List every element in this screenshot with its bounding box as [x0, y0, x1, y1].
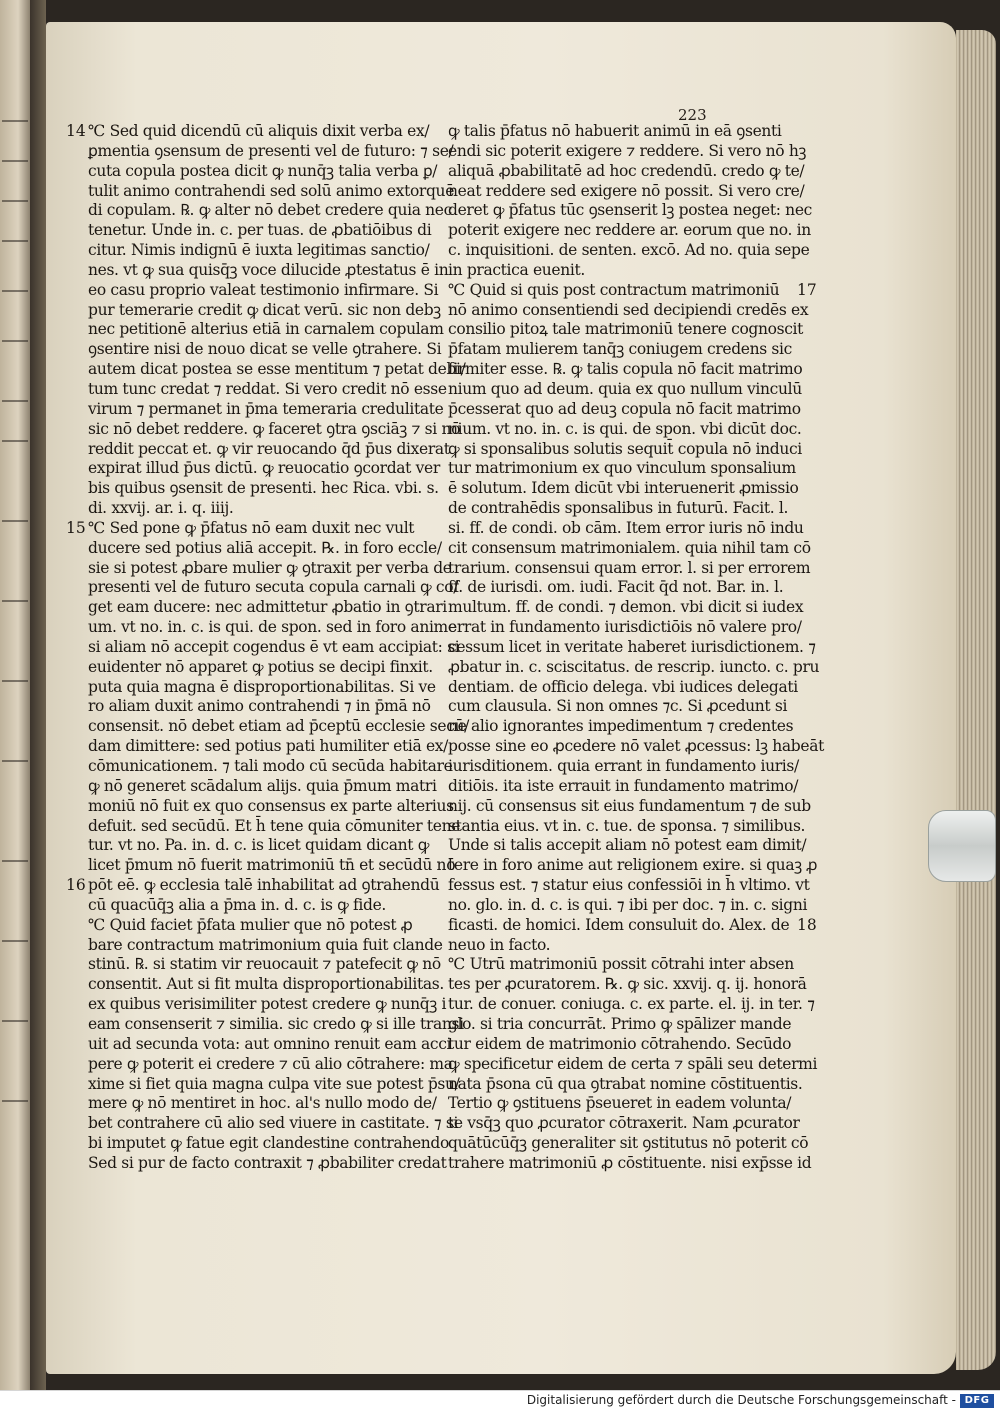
- text-line: fessus est. ⁊ statur eius confessiōi in h̄ vltimo. vt: [448, 876, 810, 895]
- text-line: nec petitionē alterius etiā in carnalem copulam: [88, 320, 444, 339]
- text-line: um. vt no. in. c. is qui. de spon. sed in foro anime: [88, 618, 457, 637]
- text-line: cōmunicationem. ⁊ tali modo cū secūda habitare: [88, 757, 453, 775]
- paragraph-number: 18: [797, 916, 817, 934]
- text-line: c. inquisitioni. de senten. excō. Ad no. quia sepe: [448, 241, 810, 260]
- text-line: consensit. nō debet etiam ad p̄ceptū ecclesie secū/: [88, 717, 470, 736]
- text-line: p̄cesserat quo ad deuꝫ copula nō facit matrimo: [448, 399, 801, 418]
- text-line: consilio pitoꝝ tale matrimoniū tenere cognoscit: [448, 320, 804, 339]
- text-line: neat reddere sed exigere nō possit. Si vero cre/: [448, 181, 805, 200]
- text-line: ℃ Utrū matrimoniū possit cōtrahi inter absen: [448, 955, 794, 974]
- text-line: te vsq̄ꝫ quo ꝓcurator cōtraxerit. Nam ꝓcurator: [448, 1114, 800, 1133]
- text-line: nium quo ad deum. quia ex quo nullum vinculū: [448, 379, 802, 398]
- text-line: Tertio ꝙ ꝯstituens p̄seueret in eadem volunta/: [448, 1094, 792, 1113]
- text-line: ꝑmentia ꝯsensum de presenti vel de futuro: ⁊ se/: [88, 141, 454, 160]
- dfg-logo: DFG: [960, 1394, 994, 1408]
- facing-page-edge: [0, 0, 30, 1390]
- text-line: di copulam. ℞. ꝙ alter nō debet credere quia nec: [88, 201, 452, 220]
- text-line: nō animo consentiendi sed decipiendi credēs ex: [448, 300, 809, 319]
- text-line: tes per ꝓcuratorem. ℞. ꝙ sic. xxvij. q. ij. honorā: [448, 975, 807, 994]
- text-line: endi sic poterit exigere ⁊ reddere. Si vero nō hꝫ: [448, 141, 807, 160]
- text-line: nium. vt no. in. c. is qui. de spon. vbi dicūt doc.: [448, 419, 802, 438]
- text-line: consentit. Aut si fit multa disproportionabilitas.: [88, 975, 444, 994]
- text-line: mere ꝙ nō mentiret in hoc. al's nullo modo de/: [88, 1094, 437, 1113]
- text-line: virum ⁊ permanet in p̄ma temeraria credulitate: [88, 399, 444, 418]
- text-line: quātūcūq̄ꝫ generaliter sit ꝯstitutus nō poterit cō: [448, 1134, 809, 1153]
- text-line: tur. vt no. Pa. in. d. c. is licet quidam dicant ꝙ: [88, 836, 430, 855]
- text-line: stinū. ℞. si statim vir reuocauit ⁊ patefecit ꝙ nō: [88, 955, 441, 974]
- text-line: in practica euenit.: [448, 260, 585, 279]
- text-line: tere in foro anime aut religionem exire. si quaꝫ ꝓ: [448, 856, 818, 875]
- text-line: bet contrahere cū alio sed viuere in castitate. ⁊ si: [88, 1114, 459, 1133]
- text-line: autem dicat postea se esse mentitum ⁊ petat debi/: [88, 360, 466, 379]
- text-line: trarium. consensui quam error. l. si per errorem: [448, 558, 811, 577]
- text-line: tulit animo contrahendi sed solū animo extorquē: [88, 181, 455, 200]
- text-line: stantia eius. vt in. c. tue. de sponsa. ⁊ similibus.: [448, 816, 806, 835]
- text-line: tur matrimonium ex quo vinculum sponsalium: [448, 459, 796, 478]
- text-line: cū quacūq̄ꝫ alia a p̄ma in. d. c. is ꝙ fide.: [88, 895, 386, 914]
- text-line: ficasti. de homici. Idem consuluit do. Alex. de: [448, 915, 790, 934]
- text-line: tum tunc credat ⁊ reddat. Si vero credit nō esse: [88, 379, 447, 398]
- text-line: aliquā ꝓbabilitatē ad hoc credendū. credo ꝙ te/: [448, 161, 805, 180]
- text-line: bis quibus ꝯsensit de presenti. hec Rica. vbi. s.: [88, 479, 439, 498]
- text-line: no. glo. in. d. c. is qui. ⁊ ibi per doc. ⁊ in. c. signi: [448, 895, 808, 914]
- text-line: trahere matrimoniū ꝓ cōstituente. nisi exp̄sse id: [448, 1153, 812, 1172]
- text-line: si aliam nō accepit cogendus ē vt eam accipiat: si: [88, 637, 460, 656]
- text-line: ditiōis. ita iste errauit in fundamento matrimo/: [448, 776, 799, 795]
- text-line: tenetur. Unde in. c. per tuas. de ꝓbatiōibus di: [88, 221, 432, 240]
- text-line: dam dimittere: sed potius pati humiliter etiā ex/: [88, 737, 449, 756]
- text-line: Sed si pur de facto contraxit ⁊ ꝓbabiliter credat: [88, 1153, 447, 1172]
- text-line: citur. Nimis indignū ē iuxta legitimas sanctio/: [88, 241, 430, 260]
- text-line: expirat illud p̄us dictū. ꝙ reuocatio ꝯcordat ver: [88, 459, 440, 478]
- paragraph-number: 14: [66, 122, 86, 140]
- text-line: deret ꝙ p̄fatus tūc ꝯsenserit lꝫ postea neget: nec: [448, 201, 812, 220]
- text-line: ꝙ nō generet scādalum alijs. quia p̄mum matri: [88, 776, 437, 795]
- text-line: errat in fundamento iurisdictiōis nō valere pro/: [448, 618, 802, 637]
- paragraph-number: 16: [66, 876, 86, 894]
- text-line: tur. de conuer. coniuga. c. ex parte. el. ij. in ter. ⁊: [448, 995, 815, 1014]
- text-line: poterit exigere nec reddere ar. eorum que no. in: [448, 221, 811, 240]
- text-line: ꝯsentire nisi de nouo dicat se velle ꝯtrahere. Si: [88, 340, 442, 359]
- text-line: pere ꝙ poterit ei credere ⁊ cū alio cōtrahere: ma: [88, 1054, 453, 1073]
- text-line: ducere sed potius aliā accepit. ℞. in foro eccle/: [88, 538, 442, 557]
- text-line: get eam ducere: nec admittetur ꝓbatio in ꝯtrari: [88, 598, 447, 617]
- text-line: cuta copula postea dicit ꝙ nunq̄ꝫ talia verba ꝑ/: [88, 161, 438, 180]
- text-line: licet p̄mum nō fuerit matrimoniū tn̄ et secūdū nō: [88, 856, 456, 875]
- text-line: defuit. sed secūdū. Et h̄ tene quia cōmuniter tene: [88, 816, 461, 835]
- text-line: presenti vel de futuro secuta copula carnali ꝙ co/: [88, 578, 459, 597]
- footer-bar: [0, 1390, 1000, 1411]
- text-line: iurisditionem. quia errant in fundamento iuris/: [448, 757, 799, 775]
- text-line: ℃ Sed quid dicendū cū aliquis dixit verba ex/: [88, 122, 430, 140]
- paragraph-number: 17: [797, 281, 817, 299]
- text-line: ℃ Quid faciet p̄fata mulier que nō potest ꝓ: [88, 915, 413, 934]
- text-line: nata p̄sona cū qua ꝯtrabat nomine cōstituentis.: [448, 1074, 803, 1093]
- text-line: puta quia magna ē disproportionabilitas. Si ve: [88, 677, 436, 696]
- text-line: ꝙ talis p̄fatus nō habuerit animū in eā ꝯsenti: [448, 122, 782, 140]
- text-line: cit consensum matrimonialem. quia nihil tam cō: [448, 538, 811, 557]
- page-edges: [956, 30, 996, 1370]
- text-line: firmiter esse. ℞. ꝙ talis copula nō facit matrimo: [448, 360, 803, 379]
- text-line: ℃ Sed pone ꝙ p̄fatus nō eam duxit nec vult: [88, 518, 415, 537]
- text-line: pōt eē. ꝙ ecclesia talē inhabilitat ad ꝯtrahendū: [88, 876, 440, 895]
- text-line: nij. cū consensus sit eius fundamentum ⁊ de sub: [448, 796, 811, 815]
- text-line: moniū nō fuit ex quo consensus ex parte alterius: [88, 796, 454, 815]
- text-line: glo. si tria concurrāt. Primo ꝙ spālizer mande: [448, 1014, 792, 1033]
- text-line: cessum licet in veritate haberet iurisdictionem. ⁊: [448, 637, 816, 656]
- text-line: p̄fatam mulierem tanq̄ꝫ coniugem credens sic: [448, 340, 792, 359]
- text-line: dentiam. de officio delega. vbi iudices delegati: [448, 677, 798, 696]
- text-line: nes. vt ꝙ sua quisq̄ꝫ voce dilucide ꝓtestatus ē in: [88, 260, 449, 279]
- text-line: di. xxvij. ar. i. q. iiij.: [88, 499, 234, 518]
- text-line: ꝙ si sponsalibus solutis sequit̄ copula nō induci: [448, 439, 802, 458]
- text-line: Unde si talis accepit aliam nō potest eam dimit/: [448, 836, 807, 855]
- text-line: ꝓbatur in. c. sciscitatus. de rescrip. iuncto. c. pru: [448, 657, 820, 676]
- footer-credit: Digitalisierung gefördert durch die Deutsche Forschungsgemeinschaft -: [526, 1393, 956, 1407]
- text-line: ne alio ignorantes impedimentum ⁊ credentes: [448, 717, 794, 736]
- page-clip: [928, 810, 996, 882]
- text-line: euidenter nō apparet ꝙ potius se decipi finxit.: [88, 657, 433, 676]
- text-line: xime si fiet quia magna culpa vite sue potest p̄su/: [88, 1074, 460, 1093]
- text-line: eam consenserit ⁊ similia. sic credo ꝙ si ille transi: [88, 1014, 464, 1033]
- text-line: eo casu proprio valeat testimonio infirmare. Si: [88, 280, 439, 299]
- text-line: sic nō debet reddere. ꝙ faceret ꝯtra ꝯsciāꝫ ⁊ si nō: [88, 419, 461, 438]
- book-gutter: [30, 0, 46, 1390]
- paragraph-number: 15: [66, 519, 86, 537]
- text-line: cum clausula. Si non omnes ⁊c. Si ꝓcedunt si: [448, 697, 788, 716]
- text-line: multum. ff. de condi. ⁊ demon. vbi dicit si iudex: [448, 598, 804, 617]
- text-line: posse sine eo ꝓcedere nō valet ꝓcessus: lꝫ habeāt: [448, 737, 824, 756]
- text-line: ℃ Quid si quis post contractum matrimoniū: [448, 280, 780, 299]
- text-line: pur temerarie credit ꝙ dicat verū. sic non debꝫ: [88, 300, 441, 319]
- text-line: neuo in facto.: [448, 935, 551, 954]
- text-line: ro aliam duxit animo contrahendi ⁊ in p̄mā nō: [88, 697, 431, 716]
- text-line: ē solutum. Idem dicūt vbi interuenerit ꝓmissio: [448, 479, 799, 498]
- text-line: ff. de iurisdi. om. iudi. Facit q̄d not. Bar. in. l.: [448, 578, 784, 597]
- text-line: reddit peccat et. ꝙ vir reuocando q̄d p̄us dixerat: [88, 439, 450, 458]
- text-line: si. ff. de condi. ob cām. Item error iuris nō indu: [448, 518, 804, 537]
- text-line: bare contractum matrimonium quia fuit clande: [88, 935, 443, 954]
- folio-number: 223: [678, 106, 707, 124]
- text-line: uit ad secunda vota: aut omnino renuit eam acci: [88, 1034, 452, 1053]
- text-line: bi imputet ꝙ fatue egit clandestine contrahendo: [88, 1134, 449, 1153]
- text-line: sie si potest ꝓbare mulier ꝙ ꝯtraxit per verba de: [88, 558, 452, 577]
- text-line: de contrahēdis sponsalibus in futurū. Facit. l.: [448, 499, 789, 518]
- text-line: ꝙ specificetur eidem de certa ⁊ spāli seu determi: [448, 1054, 818, 1073]
- text-line: tur eidem de matrimonio cōtrahendo. Secūdo: [448, 1034, 792, 1053]
- text-line: ex quibus verisimiliter potest credere ꝙ nunq̄ꝫ i: [88, 995, 447, 1014]
- left-text-column: [88, 122, 470, 1174]
